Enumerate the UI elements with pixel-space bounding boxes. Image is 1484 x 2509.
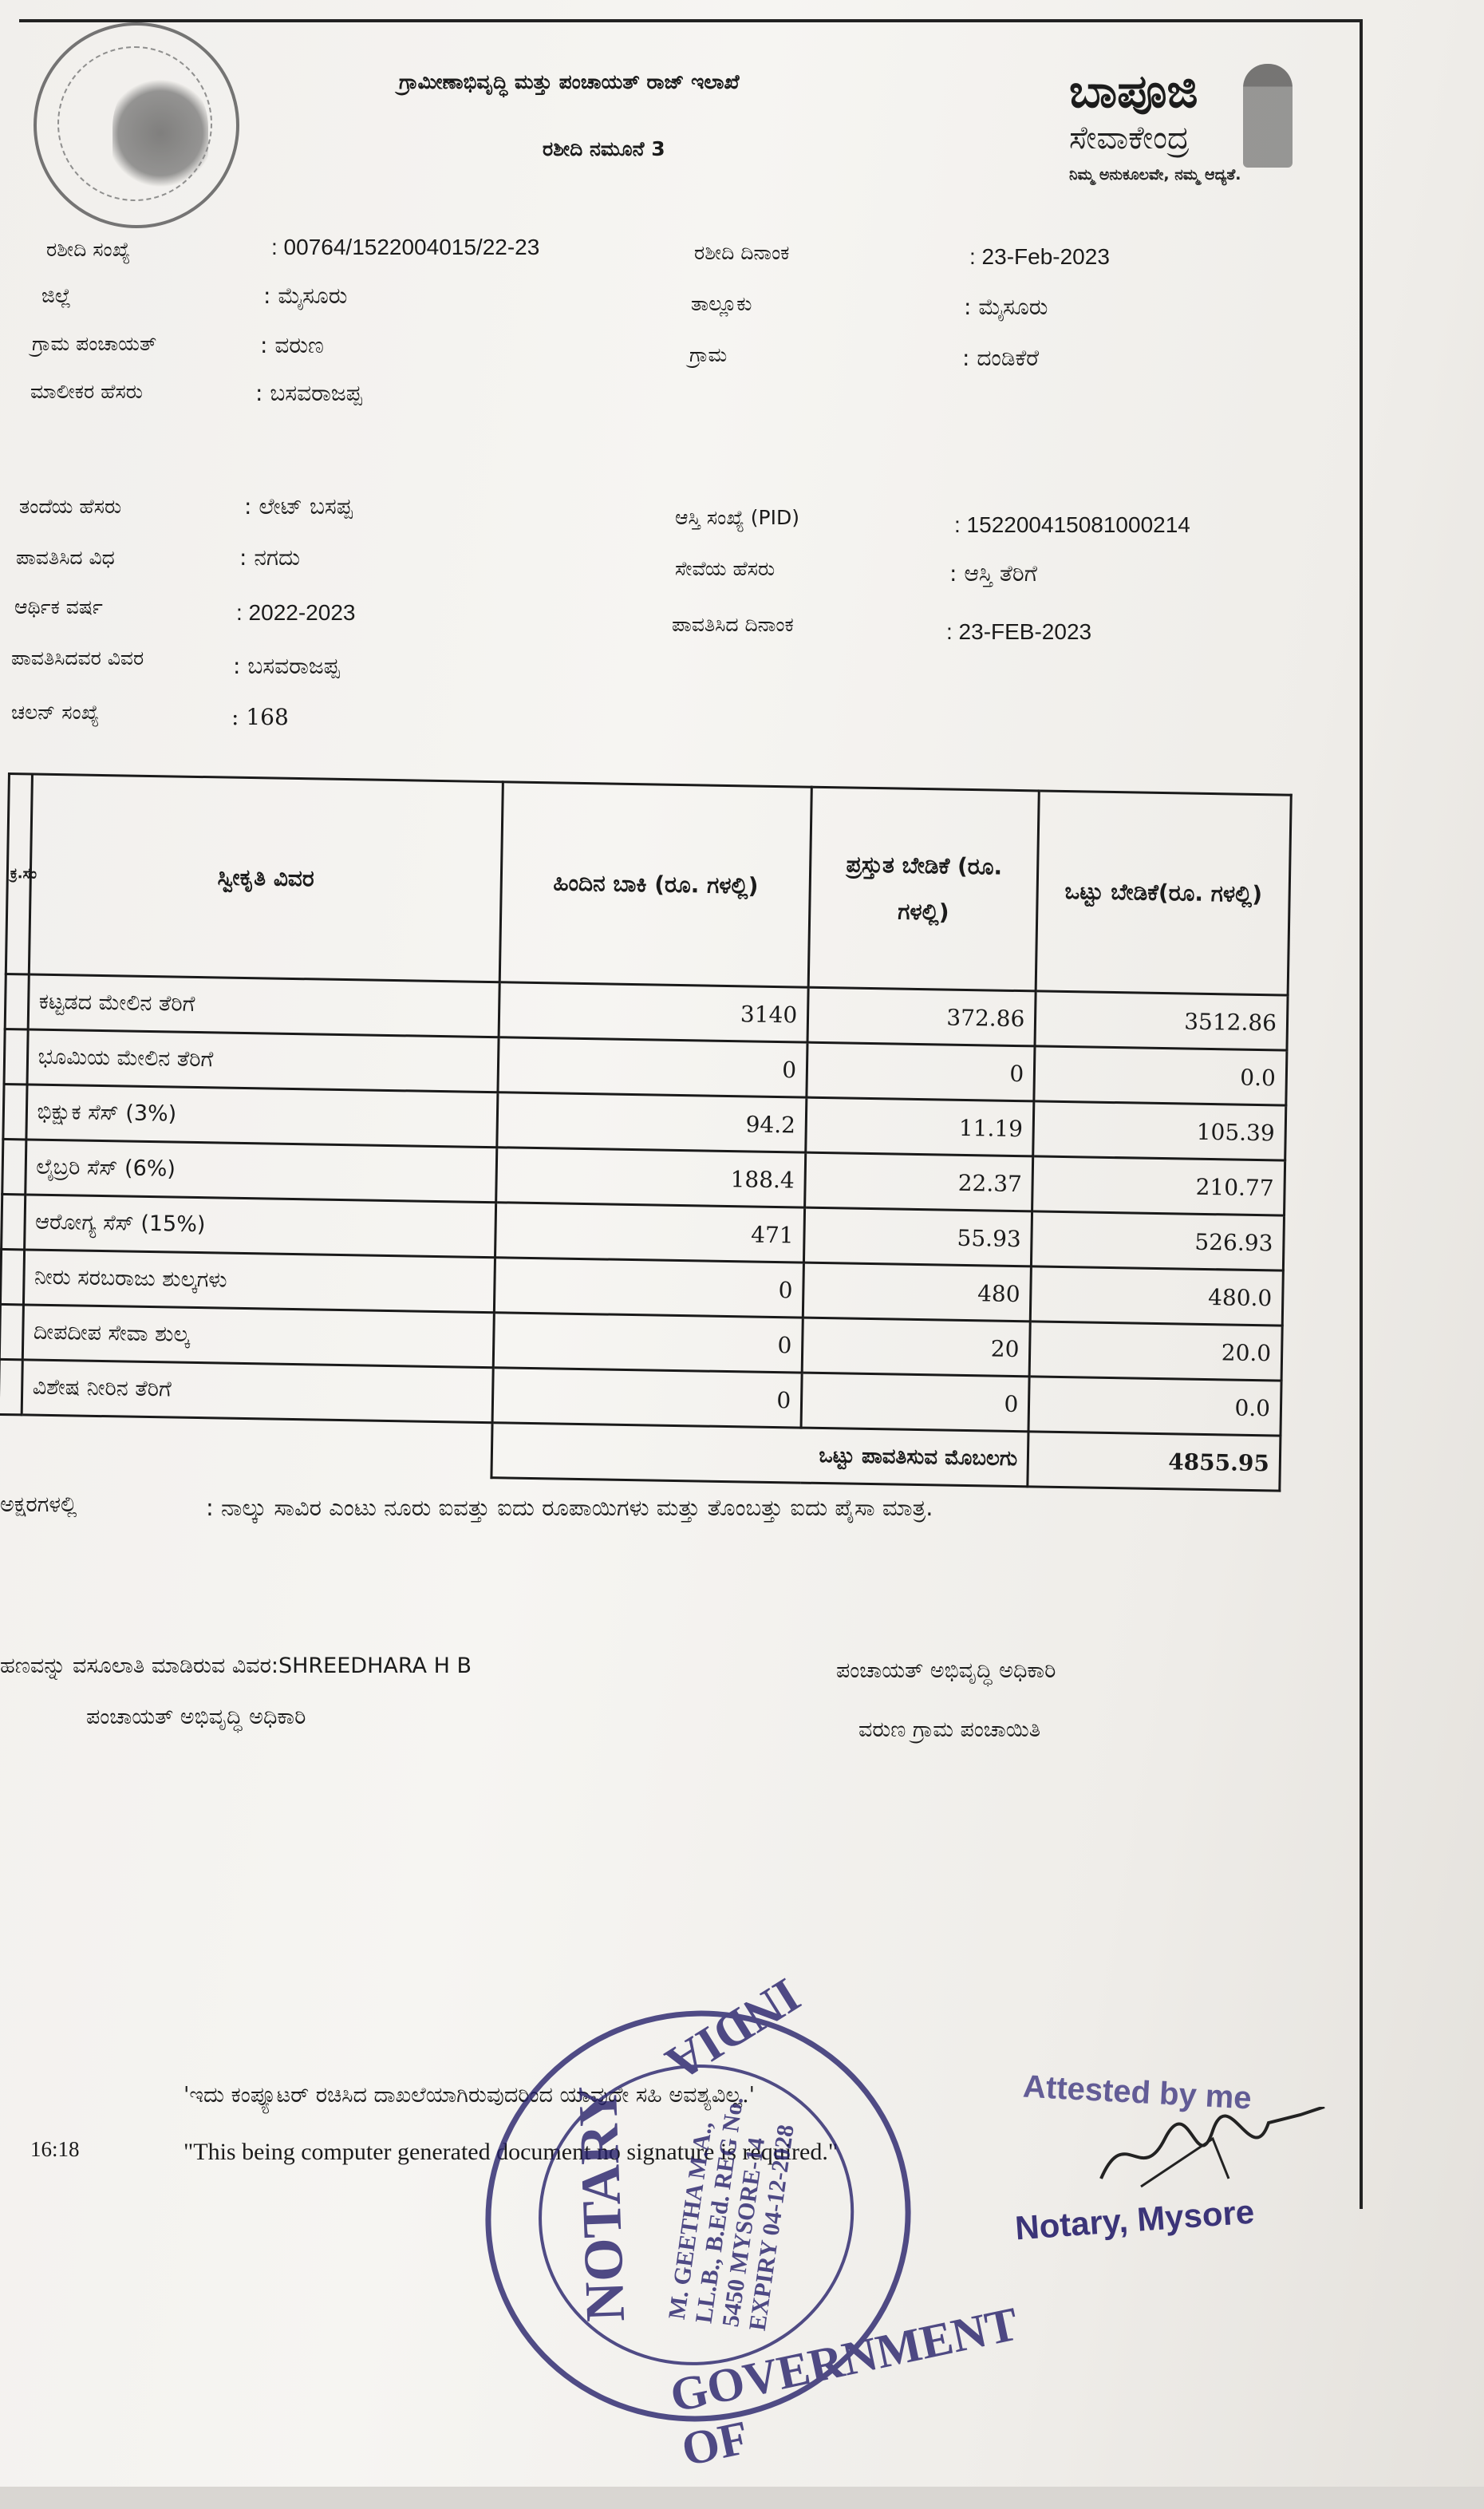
footer-note-english: "This being computer generated document no signature is required." (184, 2139, 839, 2165)
row-tot: 210.77 (1032, 1156, 1285, 1215)
taluk: : ಮೈಸೂರು (964, 294, 1048, 320)
row-cur: 0 (807, 1042, 1035, 1101)
row-cur: 55.93 (804, 1207, 1032, 1266)
header-tot: ಒಟ್ಟು ಬೇಡಿಕೆ(ರೂ. ಗಳಲ್ಲಿ) (1036, 791, 1291, 995)
stamp-text-top: INDIA (657, 1967, 810, 2091)
row-prev: 471 (495, 1203, 805, 1262)
fee-table (0, 772, 1293, 1492)
row-desc: ವಿಶೇಷ ನೀರಿನ ತೆರಿಗೆ (22, 1360, 494, 1423)
total-spacer (0, 1414, 492, 1477)
receipt-no-label: ರಶೀದಿ ಸಂಖ್ಯೆ (46, 238, 131, 261)
row-tot: 20.0 (1029, 1322, 1282, 1381)
row-tot: 0.0 (1028, 1377, 1281, 1436)
receipt-date-label: ರಶೀದಿ ದಿನಾಂಕ (694, 241, 790, 264)
header-index: ಕ್ರ.ಸಂ (6, 774, 32, 974)
paid-date-label: ಪಾವತಿಸಿದ ದಿನಾಂಕ (672, 613, 794, 636)
row-cur: 372.86 (807, 987, 1036, 1046)
logo-title: ಬಾಪೂಜಿ (1069, 64, 1198, 118)
header-desc: ಸ್ವೀಕೃತಿ ವಿವರ (29, 774, 503, 982)
fin-year: : 2022-2023 (236, 600, 356, 625)
amount-words: : ನಾಲ್ಕು ಸಾವಿರ ಎಂಟು ನೂರು ಐವತ್ತು ಐದು ರೂಪಾಯಿಗಳು ಮತ್ತು ತೊಂಬತ್ತು ಐದು ಪೈಸಾ ಮಾತ್ರ. (206, 1494, 933, 1521)
state-emblem-seal (34, 22, 239, 228)
department-title: ಗ್ರಾಮೀಣಾಭಿವೃದ್ಧಿ ಮತ್ತು ಪಂಚಾಯತ್ ರಾಜ್ ಇಲಾಖೆ (399, 70, 740, 93)
amount-words-label: ಅಕ್ಷರಗಳಲ್ಲಿ (0, 1492, 77, 1517)
father: : ಲೇಟ್ ಬಸಪ್ಪ (244, 493, 353, 520)
row-prev: 0 (492, 1368, 802, 1428)
row-desc: ಕಟ್ಟಡದ ಮೇಲಿನ ತೆರಿಗೆ (28, 974, 500, 1037)
owner-label: ಮಾಲೀಕರ ಹೆಸರು (30, 380, 143, 403)
officer-title: ಪಂಚಾಯತ್ ಅಭಿವೃದ್ಧಿ ಅಧಿಕಾರಿ (836, 1658, 1056, 1683)
district: : ಮೈಸೂರು (263, 283, 348, 309)
officer-office: ವರುಣ ಗ್ರಾಮ ಪಂಚಾಯಿತಿ (858, 1717, 1041, 1742)
pid: : 152200415081000214 (954, 512, 1190, 537)
table-header-row (6, 774, 1291, 996)
service: : ಆಸ್ತಿ ತೆರಿಗೆ (949, 560, 1037, 587)
row-index-cell (0, 1359, 22, 1414)
receipt-no: : 00764/1522004015/22-23 (271, 235, 540, 259)
txn-label: ಚಲನ್ ಸಂಖ್ಯೆ (11, 701, 100, 724)
row-desc: ನೀರು ಸರಬರಾಜು ಶುಲ್ಕಗಳು (23, 1250, 495, 1313)
gp: : ವರುಣ (260, 332, 324, 358)
gp-label: ಗ್ರಾಮ ಪಂಚಾಯತ್ (32, 332, 157, 355)
pay-mode: : ನಗದು (239, 544, 301, 571)
row-index-cell (5, 974, 29, 1029)
payer: : ಬಸವರಾಜಪ್ಪ (233, 653, 340, 679)
fin-year-label: ಆರ್ಥಿಕ ವರ್ಷ (14, 595, 103, 618)
row-prev: 0 (493, 1313, 803, 1373)
row-prev: 188.4 (496, 1148, 806, 1207)
logo-subtitle: ಸೇವಾಕೇಂದ್ರ (1069, 120, 1190, 156)
txn: : 168 (231, 704, 289, 730)
row-cur: 11.19 (806, 1097, 1034, 1156)
row-desc: ದೀಪದೀಪ ಸೇವಾ ಶುಲ್ಕ (22, 1305, 495, 1368)
row-index-cell (0, 1304, 23, 1359)
row-tot: 480.0 (1031, 1266, 1284, 1326)
notary-signature (1093, 2107, 1332, 2195)
bapuji-logo (1069, 64, 1300, 192)
row-desc: ಭಿಕ್ಷುಕ ಸೆಸ್ (3%) (26, 1085, 498, 1148)
header-cur: ಪ್ರಸ್ತುತ ಬೇಡಿಕೆ (ರೂ. ಗಳಲ್ಲಿ) (808, 787, 1039, 991)
village: : ದಂಡಿಕೆರೆ (962, 345, 1040, 371)
row-prev: 0 (495, 1258, 804, 1318)
attested-stamp: Attested by me (1022, 2068, 1253, 2116)
stamp-text-bottom: GOVERNMENT OF (665, 2297, 1022, 2476)
row-cur: 480 (803, 1262, 1031, 1322)
header-prev: ಹಿಂದಿನ ಬಾಕಿ (ರೂ. ಗಳಲ್ಲಿ) (499, 782, 811, 987)
row-index-cell (2, 1194, 26, 1249)
gandhi-figure-icon (1243, 64, 1293, 168)
father-label: ತಂದೆಯ ಹೆಸರು (19, 495, 122, 518)
row-tot: 0.0 (1034, 1046, 1287, 1105)
total-label: ಒಟ್ಟು ಪಾವತಿಸುವ ಮೊಬಲಗು (491, 1423, 1028, 1487)
row-desc: ಲೈಬ್ರರಿ ಸೆಸ್ (6%) (25, 1140, 497, 1203)
total-value: 4855.95 (1028, 1432, 1281, 1491)
row-desc: ಆರೋಗ್ಯ ಸೆಸ್ (15%) (24, 1195, 496, 1258)
row-desc: ಭೂಮಿಯ ಮೇಲಿನ ತೆರಿಗೆ (27, 1029, 499, 1093)
stamp-text-left: NOTARY (566, 2084, 637, 2323)
payer-label: ಪಾವತಿಸಿದವರ ವಿವರ (11, 646, 144, 670)
row-cur: 0 (801, 1373, 1029, 1432)
logo-tagline: ನಿಮ್ಮ ಅನುಕೂಲವೇ, ನಮ್ಮ ಆದ್ಯತೆ. (1069, 166, 1241, 184)
row-tot: 105.39 (1033, 1101, 1286, 1160)
taluk-label: ತಾಲ್ಲೂಕು (691, 292, 752, 315)
row-index-cell (3, 1084, 27, 1139)
stamp-text-inner: M. GEETHA M.A., LL.B., B.Ed. REG No. 5450 MYSORE-14 EXPIRY 04-12-2028 (663, 2095, 799, 2333)
row-index-cell (0, 1249, 24, 1304)
row-cur: 22.37 (805, 1152, 1033, 1211)
row-index-cell (2, 1139, 26, 1194)
receipt-date: : 23-Feb-2023 (969, 244, 1110, 269)
print-time: 16:18 (30, 2137, 80, 2161)
paid-date: : 23-FEB-2023 (946, 619, 1092, 644)
row-prev: 3140 (499, 982, 808, 1042)
owner: : ಬಸವರಾಜಪ್ಪ (255, 380, 362, 406)
village-label: ಗ್ರಾಮ (689, 343, 728, 366)
row-prev: 0 (498, 1037, 807, 1097)
emblem-icon (112, 73, 208, 193)
pid-label: ಆಸ್ತಿ ಸಂಖ್ಯೆ (PID) (675, 506, 799, 529)
district-label: ಜಿಲ್ಲೆ (41, 284, 71, 307)
form-name: ರಶೀದಿ ನಮೂನೆ 3 (543, 137, 665, 160)
collector-details: ಹಣವನ್ನು ವಸೂಲಾತಿ ಮಾಡಿರುವ ವಿವರ:SHREEDHARA H B (0, 1654, 472, 1678)
row-cur: 20 (802, 1318, 1030, 1377)
row-tot: 526.93 (1032, 1211, 1285, 1270)
row-index-cell (4, 1029, 28, 1084)
notary-city-stamp: Notary, Mysore (1013, 2192, 1256, 2247)
collector-title: ಪಂಚಾಯತ್ ಅಭಿವೃದ್ಧಿ ಅಧಿಕಾರಿ (86, 1705, 306, 1729)
row-prev: 94.2 (497, 1093, 807, 1152)
footer-note-kannada: 'ಇದು ಕಂಪ್ಯೂಟರ್ ರಚಿಸಿದ ದಾಖಲೆಯಾಗಿರುವುದರಿಂದ ಯಾವುದೇ ಸಹಿ ಅವಶ್ಯವಿಲ್ಲ.' (184, 2083, 756, 2108)
row-tot: 3512.86 (1035, 991, 1288, 1050)
pay-mode-label: ಪಾವತಿಸಿದ ವಿಧ (16, 546, 115, 569)
service-label: ಸೇವೆಯ ಹೆಸರು (675, 557, 776, 580)
